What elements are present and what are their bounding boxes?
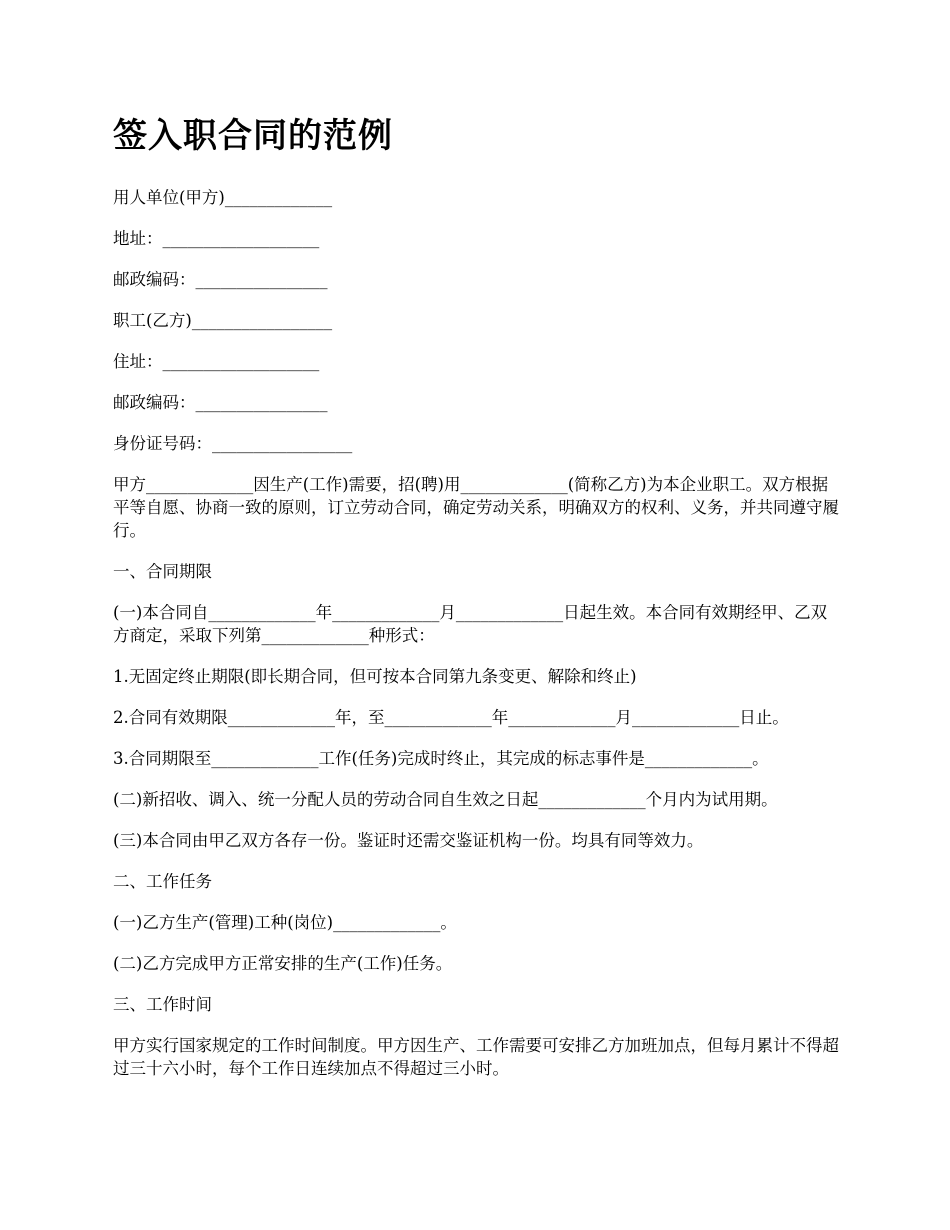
term-option-1: 1.无固定终止期限(即长期合同，但可按本合同第九条变更、解除和终止) (113, 667, 637, 686)
hours-paragraph: 甲方实行国家规定的工作时间制度。甲方因生产、工作需要可安排乙方加班加点，但每月累计不得超过三十六小时，每个工作日连续加点不得超过三小时。 (113, 1036, 839, 1078)
task-clause-1: (一)乙方生产(管理)工种(岗位)_____________。 (113, 913, 457, 932)
section-heading-term: 一、合同期限 (113, 562, 212, 581)
term-option-3: 3.合同期限至_____________工作(任务)完成时终止，其完成的标志事件是_____________。 (113, 749, 769, 768)
document-title: 签入职合同的范例 (113, 116, 393, 156)
employee-line: 职工(乙方)_________________ (113, 311, 333, 330)
term-clause-2: (二)新招收、调入、统一分配人员的劳动合同自生效之日起_____________个月内为试用期。 (113, 790, 778, 809)
employer-address-line: 地址：___________________ (113, 229, 320, 248)
section-heading-tasks: 二、工作任务 (113, 872, 212, 891)
employee-address-line: 住址：___________________ (113, 352, 320, 371)
term-clause-1: (一)本合同自_____________年_____________月_____________日起生效。本合同有效期经甲、乙双方商定，采取下列第_____________种形式： (113, 603, 828, 645)
employer-line: 用人单位(甲方)_____________ (113, 188, 333, 207)
section-heading-hours: 三、工作时间 (113, 995, 212, 1014)
employer-postcode-line: 邮政编码：________________ (113, 270, 328, 289)
term-clause-3: (三)本合同由甲乙双方各存一份。鉴证时还需交鉴证机构一份。均具有同等效力。 (113, 831, 704, 850)
id-number-line: 身份证号码：_________________ (113, 434, 353, 453)
intro-paragraph: 甲方_____________因生产(工作)需要，招(聘)用_____________(简称乙方)为本企业职工。双方根据平等自愿、协商一致的原则，订立劳动合同，确定劳动关系，明确双方的权利、义务，并共同遵守履行。 (113, 475, 839, 540)
document-page (113, 112, 841, 1098)
term-option-2: 2.合同有效期限_____________年，至_____________年_____________月_____________日止。 (113, 708, 789, 727)
employee-postcode-line: 邮政编码：________________ (113, 393, 328, 412)
task-clause-2: (二)乙方完成甲方正常安排的生产(工作)任务。 (113, 954, 453, 973)
